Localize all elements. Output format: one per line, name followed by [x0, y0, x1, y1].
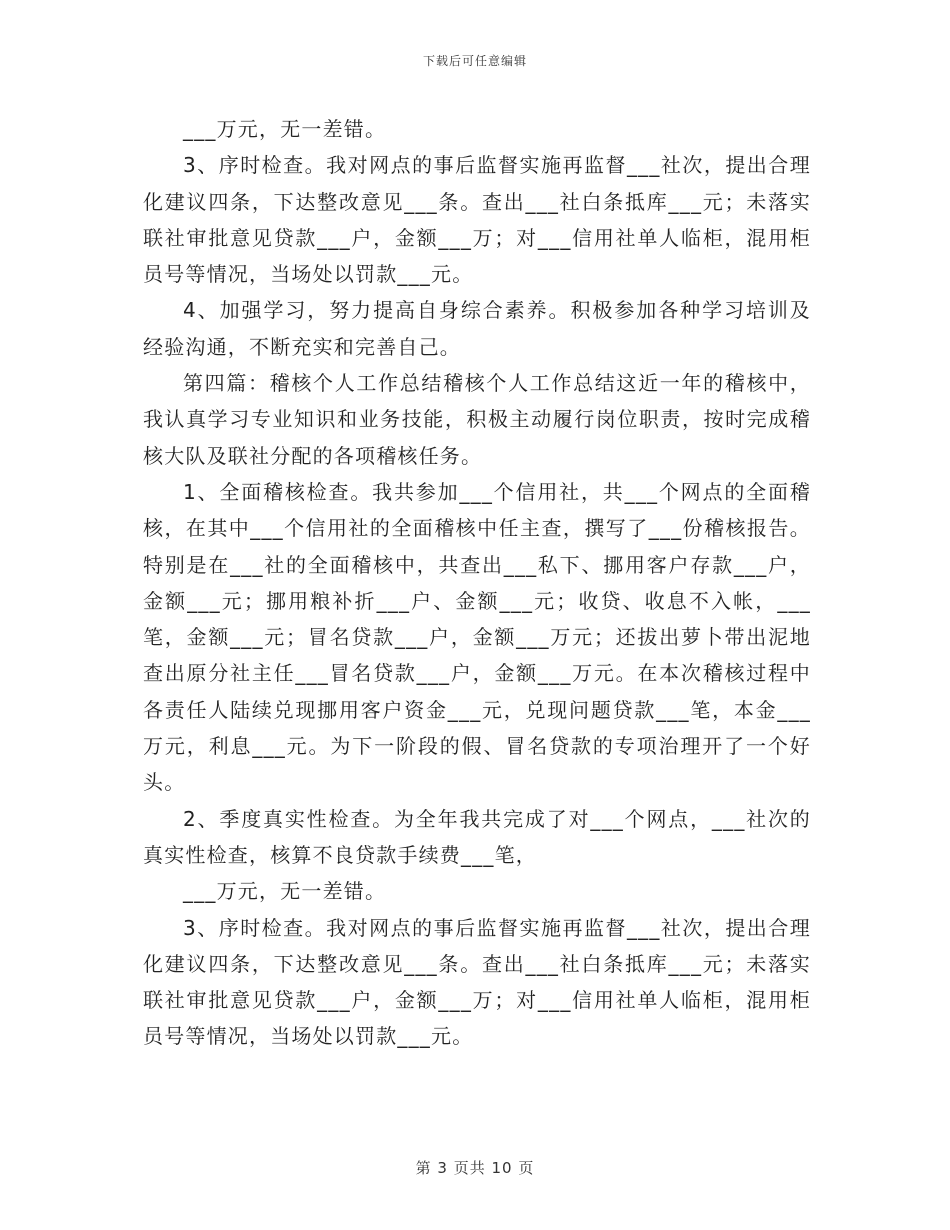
paragraph-8: 3、序时检查。我对网点的事后监督实施再监督___社次，提出合理化建议四条，下达整改意见___条。查出___社白条抵库___元；未落实联社审批意见贷款___户，金额___万；对___信用社单人临柜，混用柜员号等情况，当场处以罚款___元。	[143, 915, 811, 1049]
paragraph-5: 1、全面稽核检查。我共参加___个信用社，共___个网点的全面稽核，在其中___个信用社的全面稽核中任主查，撰写了___份稽核报告。特别是在___社的全面稽核中，共查出___私下、挪用客户存款___户，金额___元；挪用粮补折___户、金额___元；收贷、收息不入帐，___笔，金额___元；冒名贷款___户，金额___万元；还拔出萝卜带出泥地查出原分社主任___冒名贷款___户，金额___万元。在本次稽核过程中各责任人陆续兑现挪用客户资金___元，兑现问题贷款___笔，本金___万元，利息___元。为下一阶段的假、冒名贷款的专项治理开了一个好头。	[143, 479, 811, 795]
paragraph-7: ___万元，无一差错。	[183, 879, 387, 904]
paragraph-6: 2、季度真实性检查。为全年我共完成了对___个网点，___社次的真实性检查，核算不良贷款手续费___笔，	[143, 806, 811, 867]
paragraph-1: ___万元，无一差错。	[183, 117, 387, 141]
page-header: 下载后可任意编辑	[422, 54, 527, 68]
paragraph-4: 第四篇：稽核个人工作总结稽核个人工作总结这近一年的稽核中，我认真学习专业知识和业务技能，积极主动履行岗位职责，按时完成稽核大队及联社分配的各项稽核任务。	[143, 371, 811, 468]
page-footer: 第 3 页共 10 页	[415, 1159, 535, 1177]
paragraph-2: 3、序时检查。我对网点的事后监督实施再监督___社次，提出合理化建议四条，下达整改意见___条。查出___社白条抵库___元；未落实联社审批意见贷款___户，金额___万；对___信用社单人临柜，混用柜员号等情况，当场处以罚款___元。	[143, 153, 811, 287]
paragraph-3: 4、加强学习，努力提高自身综合素养。积极参加各种学习培训及经验沟通，不断充实和完善自己。	[143, 298, 811, 359]
document-body	[143, 111, 811, 1055]
